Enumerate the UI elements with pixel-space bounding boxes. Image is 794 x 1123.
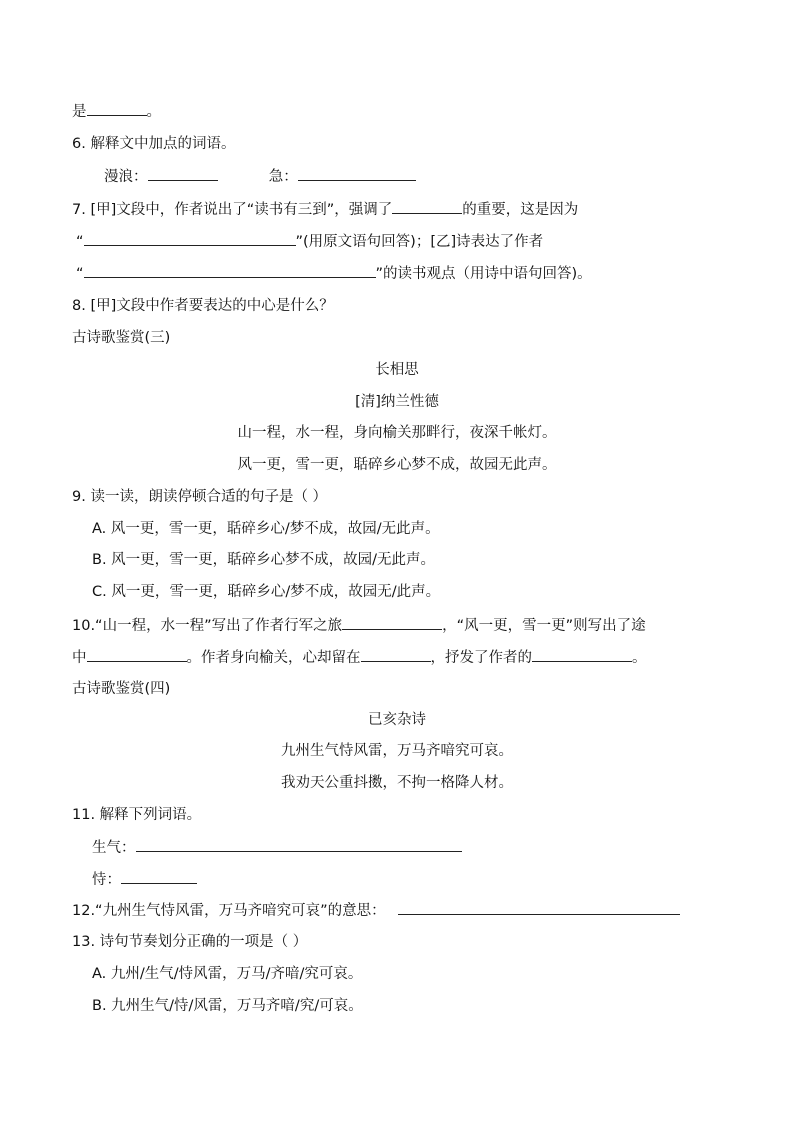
question-7-line2	[76, 231, 543, 252]
section-heading-4: 古诗歌鉴赏(四)	[72, 681, 171, 697]
text: 中	[72, 650, 87, 666]
text: 。	[632, 650, 647, 666]
text: 7. [甲]文段中，作者说出了“读书有三到”，强调了	[72, 202, 393, 218]
poem-title: 长相思	[375, 362, 419, 378]
text: ，抒发了作者的	[430, 650, 532, 666]
text: ”的读书观点（用诗中语句回答)。	[375, 266, 592, 282]
term-label: 急：	[268, 169, 298, 185]
question-6: 6. 解释文中加点的词语。	[72, 136, 236, 152]
text: ，“风一更，雪一更”则写出了途	[442, 618, 646, 634]
answer-blank[interactable]	[84, 231, 296, 246]
question-13: 13. 诗句节奏划分正确的一项是（ ）	[72, 934, 308, 950]
question-6-answers	[104, 166, 416, 187]
option-b[interactable]: B. 九州生气/恃/风雷，万马齐喑/究/可哀。	[92, 998, 363, 1014]
question-12	[72, 900, 680, 921]
text: 是	[72, 104, 87, 120]
text: 。作者身向榆关，心却留在	[186, 650, 361, 666]
question-7-line3	[76, 263, 592, 284]
term-label: 生气：	[92, 840, 136, 856]
text: “	[76, 234, 84, 250]
question-11: 11. 解释下列词语。	[72, 807, 202, 823]
question-10-line2	[72, 647, 647, 668]
answer-blank[interactable]	[87, 647, 187, 662]
option-a[interactable]: A. 风一更，雪一更，聒碎乡心/梦不成，故园/无此声。	[92, 521, 440, 537]
answer-blank[interactable]	[361, 647, 431, 662]
answer-blank[interactable]	[342, 615, 442, 630]
poem-line: 我劝天公重抖擞，不拘一格降人材。	[281, 775, 513, 791]
question-11-a	[92, 837, 462, 858]
question-9: 9. 读一读，朗读停顿合适的句子是（ ）	[72, 489, 328, 505]
answer-blank[interactable]	[532, 647, 632, 662]
option-c[interactable]: C. 风一更，雪一更，聒碎乡心/梦不成，故园无/此声。	[92, 584, 441, 600]
question-7-line1	[72, 199, 578, 220]
answer-blank[interactable]	[136, 837, 462, 852]
text: 12.“九州生气恃风雷，万马齐喑究可哀”的意思：	[72, 903, 386, 919]
text: 。	[146, 104, 161, 120]
poem-author: [清]纳兰性德	[355, 394, 439, 410]
text: 10.“山一程，水一程”写出了作者行军之旅	[72, 618, 343, 634]
poem-title: 已亥杂诗	[368, 712, 426, 728]
answer-blank[interactable]	[392, 199, 462, 214]
answer-blank[interactable]	[87, 101, 147, 116]
answer-blank[interactable]	[298, 166, 416, 181]
text: ”(用原文语句回答)；[乙]诗表达了作者	[295, 234, 544, 250]
poem-line: 山一程，水一程，身向榆关那畔行，夜深千帐灯。	[237, 425, 557, 441]
question-8: 8. [甲]文段中作者要表达的中心是什么？	[72, 298, 334, 314]
answer-blank[interactable]	[398, 900, 680, 915]
section-heading-3: 古诗歌鉴赏(三)	[72, 330, 171, 346]
poem-line: 九州生气恃风雷，万马齐喑究可哀。	[281, 743, 513, 759]
continuation-line	[72, 101, 161, 122]
text: “	[76, 266, 84, 282]
option-a[interactable]: A. 九州/生气/恃风雷，万马/齐喑/究可哀。	[92, 966, 363, 982]
answer-blank[interactable]	[121, 869, 197, 884]
text: 的重要，这是因为	[462, 202, 579, 218]
term-label: 漫浪：	[104, 169, 148, 185]
answer-blank[interactable]	[84, 263, 376, 278]
question-11-b	[92, 869, 197, 890]
term-label: 恃：	[92, 872, 121, 888]
option-b[interactable]: B. 风一更，雪一更，聒碎乡心梦不成，故园/无此声。	[92, 552, 436, 568]
poem-line: 风一更，雪一更，聒碎乡心梦不成，故园无此声。	[237, 457, 557, 473]
question-10-line1	[72, 615, 646, 636]
answer-blank[interactable]	[148, 166, 218, 181]
